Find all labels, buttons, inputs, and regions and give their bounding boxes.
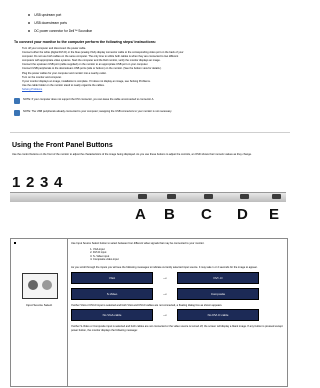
front-panel-diagram [10,160,290,228]
bullet-icon [28,22,30,24]
osd-row [71,309,284,321]
list-item: 3. S- Video input [93,255,284,259]
callout-letter: C [201,206,212,223]
list-item: Use the cable holder on the monitor stand to neatly organize the cables. [22,83,105,87]
section-description: Use the control buttons on the front of the monitor to adjust the characteristics of the image being displayed. As you use these buttons to adjust the controls, an OSD shows their numeric values as they change. [12,153,252,156]
paragraph: If either VGA or DVI-D input is selected and both VGA and DVI-D cables are not connected, a floating dialog box as shown appears. [71,303,223,307]
button-icon [42,280,52,290]
list-item: 4. Composite video input [93,258,284,262]
list-item: computer. Do not use both cables on the same computer. The only time to utilize both cables is when they are connected to two different [22,55,179,59]
list-item: computers with appropriate video systems. Start the computer and the Dell monitor, verify the monitor displays an image. [22,59,161,63]
controls-table [10,238,288,387]
bullet-icon [28,14,30,16]
list-item: Turn off your computer and disconnect the power cable. [22,47,87,50]
steps-list [22,47,288,92]
connect-heading: To connect your monitor to the computer perform the following steps/ instructions: [14,40,157,44]
callout-letter: B [164,206,175,223]
list-item: Connect either the white (digital DVI-D) or the blue (analog VGA) display connector cable to the corresponding video port on the back of your [22,51,184,55]
button-icon [28,280,38,290]
front-button[interactable] [204,194,213,199]
arrow-right-icon: → [162,290,168,297]
control-description-cell [68,239,288,387]
arrow-right-icon: → [162,312,168,319]
paragraph: As you scroll through the inputs you will see the following messages to indicate currently selected input source. It may take 1 or 2 seconds for the image to appear. [71,265,258,269]
list-item: 1. VGA input [93,248,284,252]
osd-row [71,288,284,300]
callout-letter: A [135,206,146,223]
input-list [93,248,284,262]
bullet-icon [28,30,30,32]
list-item: DC power connector for Dell™ Soundbar [28,27,288,35]
list-item: USB upstream port [28,11,288,19]
osd-message: No DVI-D cable [177,309,259,321]
osd-row [71,272,284,284]
note-icon [14,98,20,104]
paragraph: If either S-Video or Composite input is selected and both cables are not connected or the video source is turned off, the screen will display a blank image. If any button is pressed except power button, the monitor displays the following message: [71,325,283,332]
divider [10,132,290,133]
osd-message: S-Video [71,288,153,300]
control-image-cell [11,239,68,387]
callout-letter: E [269,206,280,223]
front-button[interactable] [138,194,147,199]
control-caption: Input Source Select [25,303,53,307]
list-item: Turn on the monitor and computer. [22,75,62,79]
power-button[interactable] [272,194,281,199]
connector-list [28,11,288,35]
front-button[interactable] [240,194,249,199]
callout-number: 4 [54,174,63,191]
callout-number: 1 [12,174,21,191]
osd-message: No VGA cable [71,309,153,321]
front-button[interactable] [167,194,176,199]
list-item: Connect the upstream USB port (cable supplied) on the monitor to an appropriate USB port on your computer. [22,63,149,67]
note-icon [14,110,20,116]
list-item: Connect USB peripherals to the downstream USB ports (side or bottom) on the monitor. (See the bottom view for details.) [22,67,162,71]
paragraph: Use Input Source Select button to select between four different video signals that may be connected to your monitor. [71,242,205,245]
osd-message: VGA [71,272,153,284]
osd-message: Composite [177,288,259,300]
note-dvi: NOTE: If your computer does not support the DVI connector, you can leave the cable unconnected to connector A. [14,98,290,104]
arrow-right-icon: → [162,274,168,281]
list-item: If your monitor displays an image, installation is complete. If it does not display an image, see Solving Problems. [22,79,151,83]
input-source-button-image [22,273,58,299]
osd-message: DVI -D [177,272,259,284]
solving-problems-link[interactable]: Solving Problems [22,87,43,91]
callout-number: 3 [40,174,49,191]
callout-letter: D [237,206,248,223]
callout-number: 2 [26,174,35,191]
list-item: 2. DVI-D input [93,251,284,255]
list-item: Plug the power cables for your computer and monitor into a nearby outlet. [22,71,107,75]
list-item: USB downstream ports [28,19,288,27]
note-usb: NOTE: The USB peripherals already connected to your computer; swapping the USB connectors to your monitor is not necessary. [14,110,290,116]
section-title: Using the Front Panel Buttons [12,142,113,149]
bullet-icon [14,242,16,244]
